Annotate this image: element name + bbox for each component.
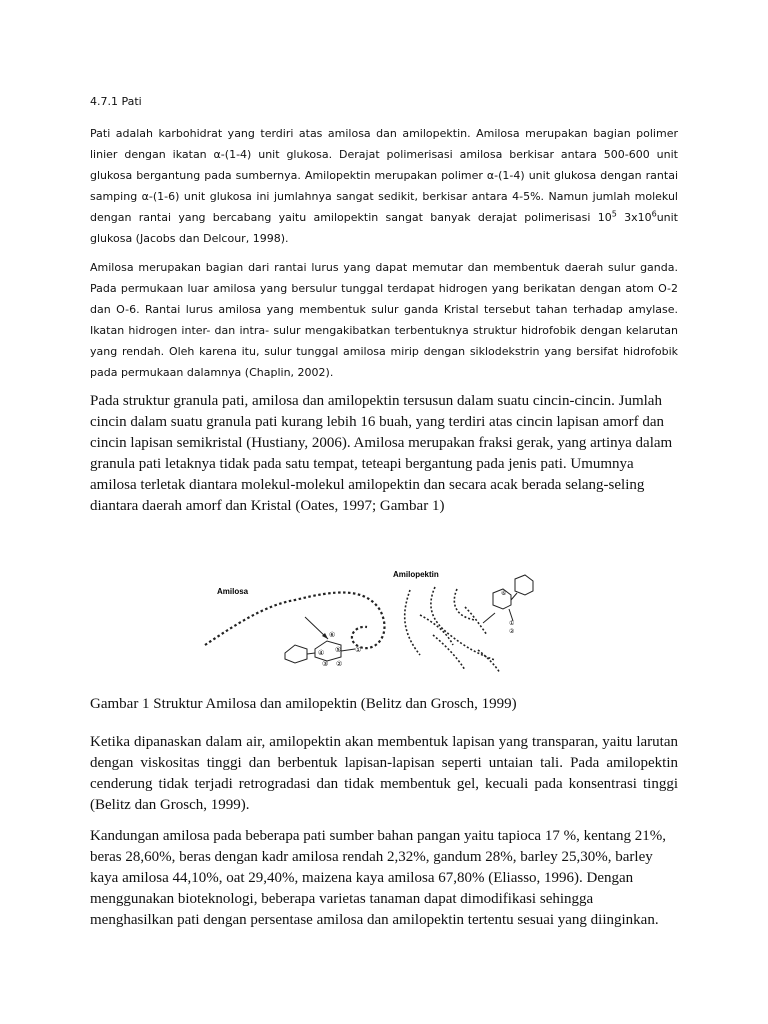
ring-number: ④ [318,649,325,657]
paragraph-heating-amilopektin: Ketika dipanaskan dalam air, amilopektin akan membentuk lapisan yang transparan, yaitu larutan dengan viskositas tinggi dan berbentuk lapisan-lapisan seperti untaian tali. Pada amilopektin cenderung tidak terjadi retrogradasi dan tidak membentuk gel, kecuali pada konsentrasi tinggi (Belitz dan Grosch, 1999). [90,734,678,813]
section-title: 4.7.1 Pati [90,95,142,108]
ring-number: ② [509,628,515,635]
ring-number: ⑤ [335,646,342,654]
paragraph-amilosa-helix: Amilosa merupakan bagian dari rantai lurus yang dapat memutar dan membentuk daerah sulur ganda. Pada permukaan luar amilosa yang bersulur tunggal terdapat hidrogen yang berikatan dengan atom O-2 dan O-6. Rantai lurus amilosa yang membentuk sulur ganda Kristal tersebut tahan terhadap amylase. Ikatan hidrogen inter- dan intra- sulur mengakibatkan terbentuknya struktur hidrofobik dengan kelarutan yang rendah. Oleh karena itu, sulur tunggal amilosa mirip dengan siklodekstrin yang bersifat hidrofobik pada permukaan dalamnya (Chaplin, 2002). [90,261,678,379]
label-amilopektin: Amilopektin [393,570,439,579]
label-amilosa: Amilosa [217,587,249,596]
ring-number: ① [355,646,362,654]
paragraph-amilosa-content: Kandungan amilosa pada beberapa pati sumber bahan pangan yaitu tapioca 17 %, kentang 21%, beras 28,60%, beras dengan kadr amilosa rendah 2,32%, gandum 28%, barley 25,30%, barley kaya amilosa 44,10%, oat 29,40%, maizena kaya amilosa 67,80% (Eliasso, 1996). Dengan menggunakan bioteknologi, beberapa varietas tanaman dapat dimodifikasi sehingga menghasilkan pati dengan persentase amilosa dan amilopektin tertentu sesuai yang diinginkan. [90,828,667,928]
ring-number: ⑥ [501,590,507,597]
superscript: 5 [611,209,617,219]
ring-number: ① [509,620,515,627]
structure-diagram [195,565,535,685]
ring-number: ② [336,660,343,668]
amilopektin-ring [493,575,533,621]
ring-number: ③ [322,660,329,668]
figure-caption: Gambar 1 Struktur Amilosa dan amilopektin (Belitz dan Grosch, 1999) [90,696,517,712]
paragraph-text: 3x10 [616,211,652,224]
paragraph-pati-definition [90,123,678,249]
ring-number: ⑥ [329,631,336,639]
glucose-ring-left [285,645,307,663]
figure-amilosa-amilopektin [195,565,535,685]
amilopektin-branches [405,587,500,673]
amilopektin-pointer-arrow [483,613,495,623]
paragraph-text: Pati adalah karbohidrat yang terdiri atas amilosa dan amilopektin. Amilosa merupakan bagian polimer linier dengan ikatan α-(1-4) unit glukosa. Derajat polimerisasi amilosa berkisar antara 500-600 unit glukosa bergantung pada sumbernya. Amilopektin merupakan polimer α-(1-4) unit glukosa dengan rantai samping α-(1-6) unit glukosa ini jumlahnya sangat sedikit, berkisar antara 4-5%. Namun jumlah molekul dengan rantai yang bercabang yaitu amilopektin sangat banyak derajat polimerisasi 10 [90,127,678,224]
amilosa-chain [205,592,384,648]
superscript: 6 [651,209,657,219]
paragraph-text: unit glukosa (Jacobs dan Delcour, 1998). [90,211,678,245]
glucose-ring-right [307,641,355,661]
paragraph-granula-structure: Pada struktur granula pati, amilosa dan amilopektin tersusun dalam suatu cincin-cincin. Jumlah cincin dalam suatu granula pati kurang lebih 16 buah, yang terdiri atas cincin lapisan amorf dan cincin lapisan semikristal (Hustiany, 2006). Amilosa merupakan fraksi gerak, yang artinya dalam granula pati letaknya tidak pada satu tempat, teteapi bergantung pada jenis pati. Umumnya amilosa terletak diantara molekul-molekul amilopektin dan secara acak berada selang-seling diantara daerah amorf dan Kristal (Oates, 1997; Gambar 1) [90,393,673,514]
